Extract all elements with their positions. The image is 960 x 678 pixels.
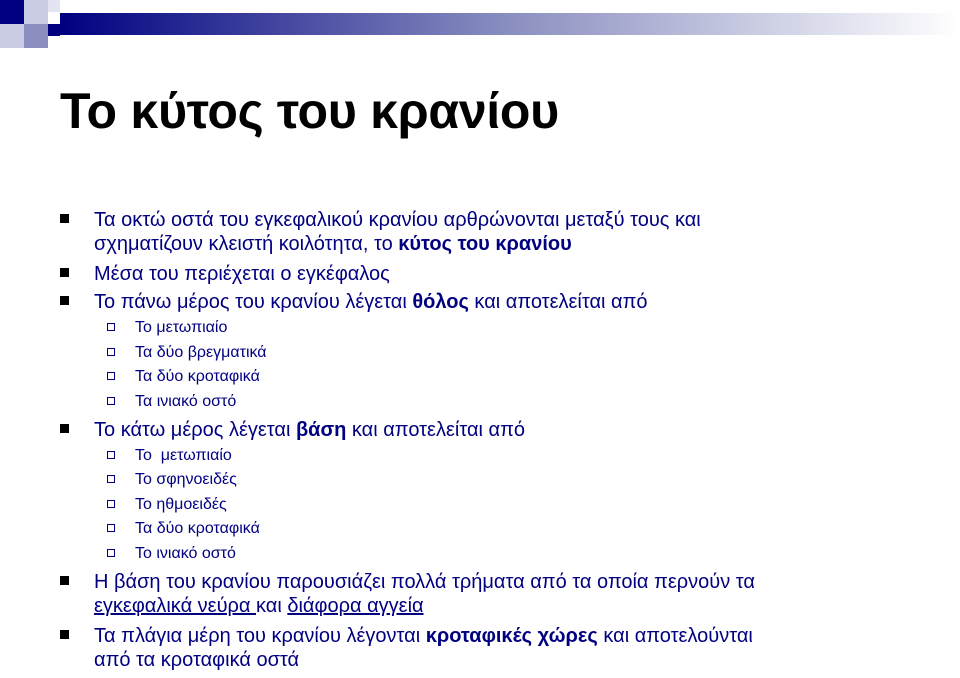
sub-bullet-item bbox=[60, 470, 940, 490]
sub-bullet-text: Τα ινιακό οστό bbox=[135, 392, 237, 410]
bullet-text-line bbox=[94, 648, 940, 672]
bullet-text: Το πάνω μέρος του κρανίου λέγεται bbox=[94, 291, 413, 313]
bullet-text: Μέσα του περιέχεται ο εγκέφαλος bbox=[94, 263, 390, 285]
hollow-square-bullet-icon bbox=[107, 549, 115, 557]
hollow-square-bullet-icon bbox=[107, 451, 115, 459]
bullet-text: Η βάση του κρανίου παρουσιάζει πολλά τρήματα από τα οποία περνούν τα bbox=[94, 570, 755, 593]
hollow-square-bullet-icon bbox=[107, 524, 115, 532]
square-bullet-icon bbox=[60, 296, 69, 305]
sub-bullet-item bbox=[60, 519, 940, 539]
sub-bullet-item bbox=[60, 544, 940, 564]
square-bullet-icon bbox=[60, 268, 69, 277]
bullet-item bbox=[60, 290, 940, 314]
sub-bullet-item bbox=[60, 495, 940, 515]
square-bullet-icon bbox=[60, 424, 69, 433]
slide-title: Το κύτος του κρανίου bbox=[60, 83, 559, 139]
square-bullet-icon bbox=[60, 576, 69, 585]
hollow-square-bullet-icon bbox=[107, 475, 115, 483]
bullet-list bbox=[60, 208, 940, 678]
sub-bullet-item bbox=[60, 392, 940, 412]
sub-bullet-text: Το ηθμοειδές bbox=[135, 495, 227, 513]
bullet-text-line bbox=[94, 232, 940, 256]
sub-bullet-text: Τα δύο κροταφικά bbox=[135, 368, 260, 385]
bold-term: κροταφικές χώρες bbox=[425, 624, 598, 647]
bullet-text: Το κάτω μέρος λέγεται bbox=[94, 418, 296, 441]
bullet-item bbox=[60, 624, 940, 672]
bullet-text: και αποτελούνται bbox=[597, 624, 753, 647]
bullet-item bbox=[60, 208, 940, 256]
bold-term: θόλος bbox=[412, 291, 469, 313]
sub-bullet-item bbox=[60, 318, 940, 338]
bullet-text-line bbox=[94, 570, 940, 594]
bullet-text: σχηματίζουν κλειστή κοιλότητα, το bbox=[94, 233, 399, 255]
bullet-item bbox=[60, 418, 940, 442]
hollow-square-bullet-icon bbox=[107, 348, 115, 356]
hollow-square-bullet-icon bbox=[107, 500, 115, 508]
sub-bullet-item bbox=[60, 367, 940, 387]
underlined-term: διάφορα αγγεία bbox=[287, 594, 424, 617]
bullet-text-line bbox=[94, 208, 940, 232]
bullet-item bbox=[60, 570, 940, 618]
bullet-text: και bbox=[256, 594, 288, 617]
hollow-square-bullet-icon bbox=[107, 323, 115, 331]
bullet-text: Τα οκτώ οστά του εγκεφαλικού κρανίου αρθρώνονται μεταξύ τους και bbox=[94, 209, 701, 231]
bullet-text: από τα κροταφικά οστά bbox=[94, 648, 300, 671]
square-bullet-icon bbox=[60, 214, 69, 223]
bullet-text-line bbox=[94, 594, 940, 618]
sub-bullet-text: Τα δύο κροταφικά bbox=[135, 520, 260, 537]
underlined-term: εγκεφαλικά νεύρα bbox=[94, 594, 257, 617]
sub-bullet-item bbox=[60, 446, 940, 466]
bullet-text: και αποτελείται από bbox=[346, 418, 525, 441]
hollow-square-bullet-icon bbox=[107, 397, 115, 405]
header-gradient-bar bbox=[0, 0, 960, 48]
sub-bullet-text: Το ινιακό οστό bbox=[135, 544, 236, 562]
bullet-item bbox=[60, 262, 940, 286]
sub-bullet-text: Το σφηνοειδές bbox=[135, 471, 237, 488]
bullet-text: και αποτελείται από bbox=[468, 291, 648, 313]
sub-bullet-text: Το μετωπιαίο bbox=[135, 319, 228, 336]
bold-term: βάση bbox=[295, 418, 347, 441]
sub-bullet-text: Τα δύο βρεγματικά bbox=[135, 343, 267, 361]
sub-bullet-text: Το μετωπιαίο bbox=[135, 446, 232, 464]
hollow-square-bullet-icon bbox=[107, 372, 115, 380]
header-decoration bbox=[0, 0, 960, 48]
bullet-text-line bbox=[94, 624, 940, 648]
square-bullet-icon bbox=[60, 630, 69, 639]
bullet-text: Τα πλάγια μέρη του κρανίου λέγονται bbox=[94, 624, 426, 647]
sub-bullet-item bbox=[60, 343, 940, 363]
bold-term: κύτος του κρανίου bbox=[398, 233, 572, 255]
